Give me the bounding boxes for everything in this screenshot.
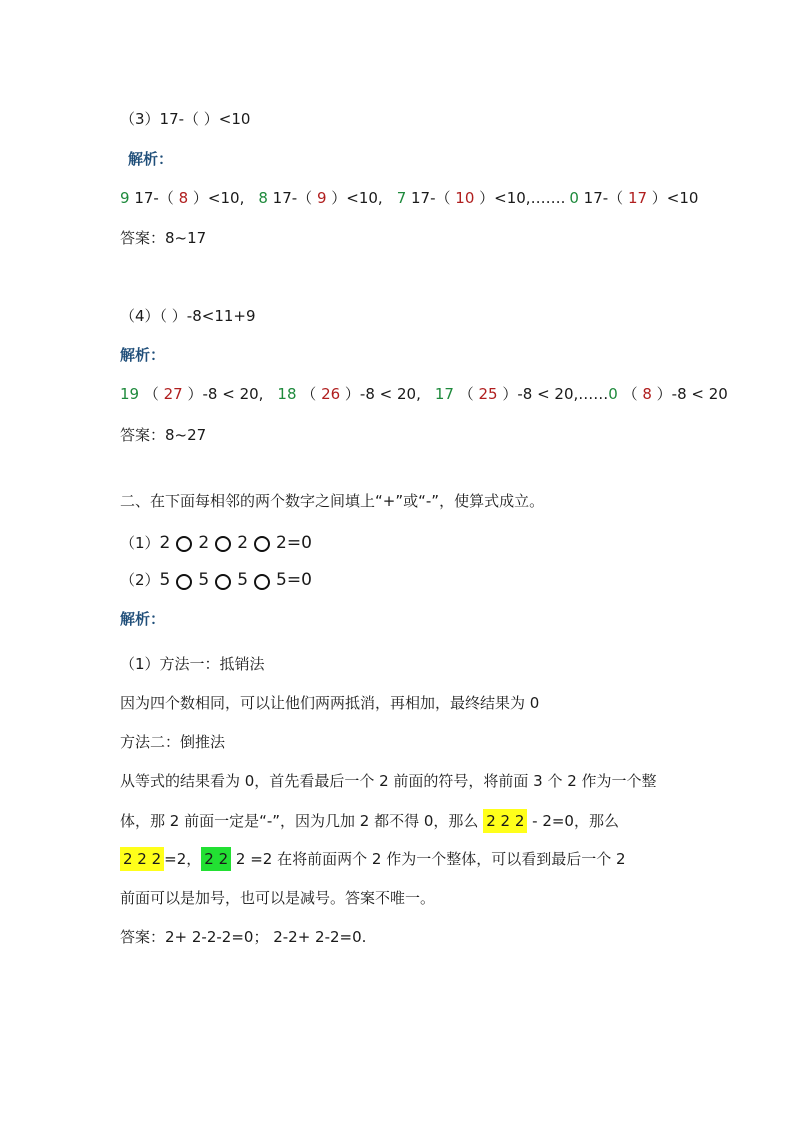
problem-1-num-b: 2 xyxy=(198,533,210,553)
method1-title: （1）方法一：抵销法 xyxy=(120,655,265,673)
method1-text: 因为四个数相同，可以让他们两两抵消，再相加，最终结果为 0 xyxy=(120,694,540,712)
q4-step1-value: 27 xyxy=(163,385,183,403)
highlight-yellow: 2 2 2 xyxy=(483,809,527,833)
problem-2-num-a: 5 xyxy=(159,570,171,590)
q3-step1-end: ）<10, xyxy=(188,189,245,207)
q3-step3-text: 17-（ xyxy=(406,189,456,207)
problem-1-num-a: 2 xyxy=(159,533,171,553)
method2-line-3-text: =2， xyxy=(164,850,202,868)
q3-step2-end: ）<10, xyxy=(326,189,383,207)
method2-line-3-end: 2 =2 在将前面两个 2 作为一个整体，可以看到最后一个 2 xyxy=(231,850,626,868)
q4-step4-n: 0 xyxy=(608,385,618,403)
q3-step2-text: 17-（ xyxy=(267,189,317,207)
q3-step3-end: ）<10,……. xyxy=(474,189,566,207)
method2-title: 方法二：倒推法 xyxy=(120,733,226,751)
problem-2-label: （2） xyxy=(120,571,160,589)
q3-step3-n: 7 xyxy=(396,189,407,207)
q4-step2-n: 18 xyxy=(277,385,297,403)
q3-step4-value: 17 xyxy=(627,189,648,207)
q3-step1-value: 8 xyxy=(178,189,189,207)
problem-1-num-c: 2 xyxy=(237,533,249,553)
q4-step3-end: ）-8 < 20,…… xyxy=(497,385,609,403)
q4-step1-end: ）-8 < 20, xyxy=(182,385,264,403)
q4-prompt: （4）（ ）-8<11+9 xyxy=(120,307,256,325)
q3-analysis-label: 解析： xyxy=(128,150,174,168)
q3-answer: 答案：8~17 xyxy=(120,229,207,247)
q3-step2-value: 9 xyxy=(316,189,327,207)
q3-step1-text: 17-（ xyxy=(129,189,179,207)
problem-1 xyxy=(120,532,312,554)
highlight-green: 2 2 xyxy=(201,847,231,871)
q4-step4-end: ）-8 < 20 xyxy=(651,385,728,403)
q4-answer: 答案：8~27 xyxy=(120,426,207,444)
blank-circle-icon[interactable] xyxy=(254,536,270,552)
section2-analysis-label: 解析： xyxy=(120,610,166,628)
q3-step2-n: 8 xyxy=(258,189,268,207)
q4-steps xyxy=(120,383,728,405)
highlight-yellow: 2 2 2 xyxy=(120,847,164,871)
problem-1-label: （1） xyxy=(120,534,160,552)
q3-step1-n: 9 xyxy=(120,189,130,207)
blank-circle-icon[interactable] xyxy=(215,574,231,590)
problem-2-num-b: 5 xyxy=(198,570,210,590)
problem-1-result: 2=0 xyxy=(276,533,312,553)
q3-step3-value: 10 xyxy=(455,189,475,207)
q4-step1-n: 19 xyxy=(120,385,140,403)
q3-steps xyxy=(120,187,698,209)
q4-step4-value: 8 xyxy=(642,385,652,403)
problem-2-num-c: 5 xyxy=(237,570,249,590)
q4-step3-n: 17 xyxy=(434,385,454,403)
method2-line-2-end: - 2=0，那么 xyxy=(527,812,619,830)
blank-circle-icon[interactable] xyxy=(215,536,231,552)
method2-line-4: 前面可以是加号，也可以是减号。答案不唯一。 xyxy=(120,889,436,907)
blank-circle-icon[interactable] xyxy=(176,536,192,552)
method2-line-3 xyxy=(120,848,626,870)
method2-line-1: 从等式的结果看为 0，首先看最后一个 2 前面的符号，将前面 3 个 2 作为一个整 xyxy=(120,772,657,790)
q4-step1-text: （ xyxy=(139,385,164,403)
section2-title: 二、在下面每相邻的两个数字之间填上“+”或“-”，使算式成立。 xyxy=(120,492,545,510)
q4-step3-value: 25 xyxy=(478,385,498,403)
q4-analysis-label: 解析： xyxy=(120,346,166,364)
q3-step4-n: 0 xyxy=(569,189,579,207)
q4-step2-value: 26 xyxy=(321,385,341,403)
q3-prompt: （3）17-（ ）<10 xyxy=(120,110,251,128)
method2-line-2-text: 体，那 2 前面一定是“-”，因为几加 2 都不得 0，那么 xyxy=(120,812,484,830)
q4-step2-end: ）-8 < 20, xyxy=(340,385,421,403)
q4-step3-text: （ xyxy=(453,385,479,403)
q4-step2-text: （ xyxy=(296,385,322,403)
problem-2 xyxy=(120,569,312,591)
q4-step4-text: （ xyxy=(617,385,643,403)
q3-step4-end: ）<10 xyxy=(647,189,699,207)
section2-answer: 答案：2+ 2-2-2=0； 2-2+ 2-2=0. xyxy=(120,928,367,946)
method2-line-2 xyxy=(120,810,619,832)
problem-2-result: 5=0 xyxy=(276,570,312,590)
blank-circle-icon[interactable] xyxy=(176,574,192,590)
q3-step4-text: 17-（ xyxy=(578,189,628,207)
blank-circle-icon[interactable] xyxy=(254,574,270,590)
